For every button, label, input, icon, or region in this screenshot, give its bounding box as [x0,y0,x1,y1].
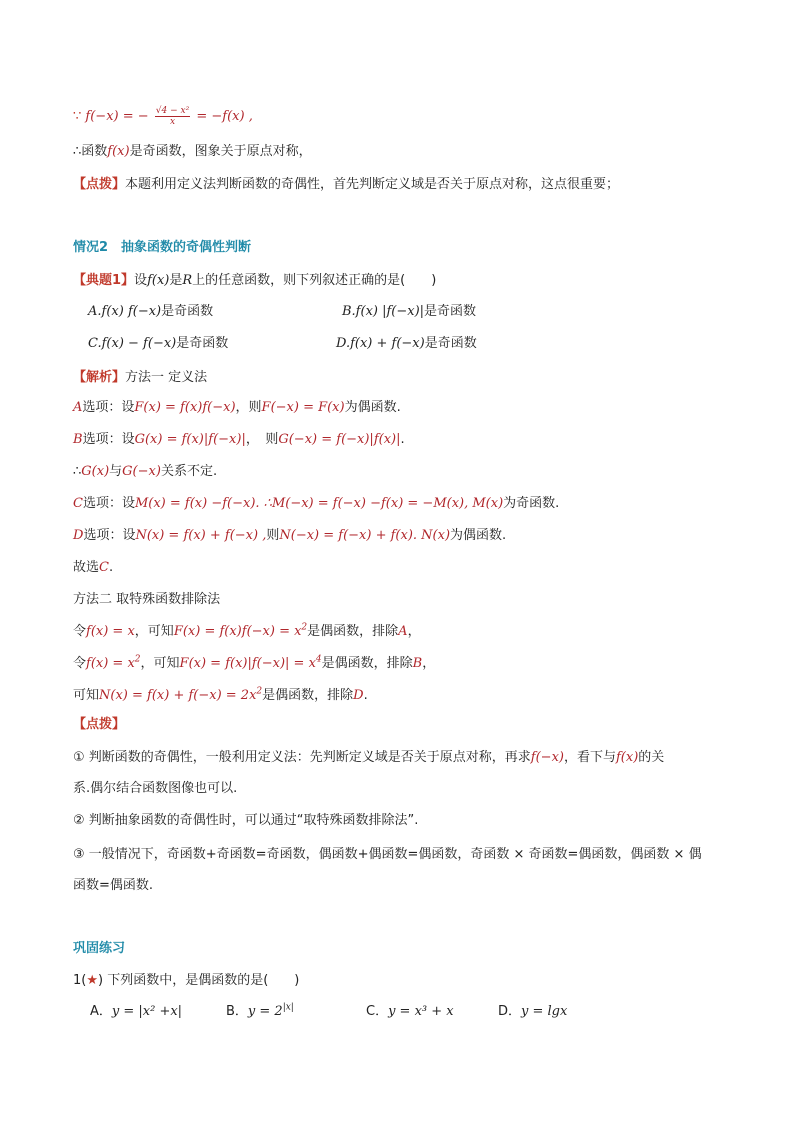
tip-point-3: ③ 一般情况下，奇函数+奇函数=奇函数，偶函数+偶函数=偶函数，奇函数 × 奇函数=偶函数，偶函数 × 偶 [73,847,702,862]
m2l1-m3: A [398,624,408,639]
solution-a [73,398,401,418]
tip1-text-c: 的关 [638,750,665,765]
option-c-math: C.f(x) − f(−x) [88,336,177,351]
m2l1-t1: 令 [73,624,87,639]
sol-b2-t0: ∴ [73,464,82,479]
option-c [88,334,228,354]
option-b-text: 是奇函数 [424,304,477,319]
sol-d-t1: 选项：设 [83,528,136,543]
q1-b-sup: |x| [282,1002,294,1013]
sol-d-m3: N(x) [421,528,451,543]
sol-a-m1: F(x) = f(x)f(−x) [134,400,236,415]
m2l1-t3: 是偶函数，排除 [307,624,399,639]
example-text-1: 设 [134,273,148,288]
q1-option-d [498,1002,567,1022]
option-d-text: 是奇函数 [424,336,477,351]
tip-point-3-cont: 函数=偶函数. [73,878,154,893]
q1-option-b [226,1002,294,1022]
m2l3-t1: 可知 [73,688,100,703]
sol-c-m1: M(x) = f(x) −f(−x). ∴M(−x) = f(−x) −f(x) = −M(x), [134,496,469,511]
q1-option-a [90,1002,182,1022]
solution-d [73,526,506,546]
sol-a-m2: F(−x) = F(x) [261,400,345,415]
solution-b-conclusion [73,462,217,482]
choose-answer: C [99,560,109,575]
sol-a-t1: 选项：设 [82,400,135,415]
option-a-text: 是奇函数 [161,304,214,319]
example-question [73,271,436,291]
m2l3-t3: . [363,688,368,703]
tip-point-2: ② 判断抽象函数的奇偶性时，可以通过“取特殊函数排除法”. [73,813,419,828]
sol-b2-t1: 与 [109,464,123,479]
q1-b-label: B． [226,1004,248,1019]
conclusion-text: 是奇函数，图象关于原点对称， [129,144,312,159]
m2l1-sup: 2 [301,622,308,633]
m2l1-m2: F(x) = f(x)f(−x) = x [173,624,302,639]
sol-b-opt: B [73,432,83,447]
choose-line [73,558,113,578]
m2l2-m3: B [412,656,423,671]
sol-c-m2: M(x) [472,496,504,511]
choose-dot: . [108,560,114,575]
m2l2-t4: ， [422,656,436,671]
q1-d-label: D． [498,1004,522,1019]
sol-d-t3: 为偶函数. [450,528,507,543]
m2l3-t2: 是偶函数，排除 [262,688,354,703]
analysis-label: 【解析】 [73,370,126,385]
method2-line-1 [73,622,421,642]
example-text-2: 是 [169,273,183,288]
option-a [88,302,213,322]
m2l1-t4: ， [407,624,421,639]
option-b [342,302,476,322]
question-1 [73,971,299,991]
example-r: R [182,273,193,288]
m2l3-sup: 2 [256,686,263,697]
star-icon: ★ [86,973,98,988]
formula-line-1 [73,106,253,127]
sol-b2-m1: G(x) [81,464,110,479]
tip-text: 本题利用定义法判断函数的奇偶性，首先判断定义域是否关于原点对称，这点很重要； [125,177,620,192]
example-label: 【典题1】 [73,273,135,288]
q1-a-label: A． [90,1004,112,1019]
sol-b2-t2: 关系不定. [160,464,218,479]
m2l2-sup1: 2 [134,654,141,665]
choose-text: 故选 [73,560,100,575]
example-fx: f(x) [147,273,170,288]
sol-d-m2: N(−x) = f(−x) + f(x). [279,528,418,543]
option-d [336,334,477,354]
q1-c-label: C． [366,1004,389,1019]
tip-label-2: 【点拨】 [73,717,126,732]
tip1-text-a: ① 判断函数的奇偶性，一般利用定义法：先判断定义域是否关于原点对称，再求 [73,750,531,765]
solution-b [73,430,405,450]
section-heading: 情况2 抽象函数的奇偶性判断 [73,240,252,255]
sol-d-m1: N(x) = f(x) + f(−x) , [135,528,267,543]
tip-point-1 [73,748,664,768]
sol-d-t2: 则 [266,528,280,543]
tip-line-1 [73,175,619,195]
m2l2-sup2: 4 [315,654,322,665]
method2-line-2 [73,654,435,674]
q1-text: ) 下列函数中，是偶函数的是( ) [98,973,300,988]
m2l1-m1: f(x) = x [86,624,135,639]
sol-b-t1: 选项：设 [82,432,135,447]
option-d-math: D.f(x) + f(−x) [336,336,425,351]
m2l2-t1: 令 [73,656,87,671]
sol-b-m1: G(x) = f(x)|f(−x)| [134,432,246,447]
tip1-text-b: ，看下与 [563,750,616,765]
sol-b-t2: ， 则 [245,432,279,447]
analysis-text: 方法一 定义法 [125,370,208,385]
m2l2-t2: ，可知 [140,656,180,671]
q1-c-math: y = x³ + x [388,1004,454,1019]
method2-heading: 方法二 取特殊函数排除法 [73,592,221,607]
q1-d-math: y = lgx [521,1004,568,1019]
fraction-numerator: √4 − x² [155,106,190,116]
analysis-heading [73,368,207,388]
m2l2-m2: F(x) = f(x)|f(−x)| = x [179,656,316,671]
tip1-math-2: f(x) [616,750,639,765]
sol-d-opt: D [73,528,84,543]
sol-c-opt: C [73,496,83,511]
sol-c-t2: 为奇函数. [503,496,560,511]
m2l3-m2: D [353,688,364,703]
sol-a-t2: ，则 [235,400,262,415]
sol-b-t3: . [400,432,405,447]
q1-b-math: y = 2 [247,1004,283,1019]
because-symbol: ∵ [73,109,82,124]
sol-a-opt: A [73,400,83,415]
sol-c-t1: 选项：设 [82,496,135,511]
tip-point-1-cont: 系.偶尔结合函数图像也可以. [73,781,238,796]
fraction [155,106,190,127]
method2-line-3 [73,686,368,706]
example-text-3: 上的任意函数，则下列叙述正确的是( ) [192,273,437,288]
formula-rhs: = −f(x) , [196,109,253,124]
m2l2-m1: f(x) = x [86,656,135,671]
m2l1-t2: ，可知 [134,624,174,639]
formula-lhs: f(−x) = − [85,109,149,124]
fraction-denominator: x [169,117,176,127]
conclusion-line [73,142,312,162]
q1-number: 1( [73,973,87,988]
sol-b-m2: G(−x) = f(−x)|f(x)| [278,432,401,447]
q1-option-c [366,1002,454,1022]
fx-math: f(x) [107,144,130,159]
tip-label: 【点拨】 [73,177,126,192]
tip1-math-1: f(−x) [530,750,564,765]
sol-b2-m2: G(−x) [122,464,161,479]
practice-heading: 巩固练习 [73,941,126,956]
option-c-text: 是奇函数 [176,336,229,351]
option-b-math: B.f(x) |f(−x)| [342,304,425,319]
option-a-math: A.f(x) f(−x) [88,304,162,319]
m2l2-t3: 是偶函数，排除 [321,656,413,671]
q1-a-math: y = |x² +x| [111,1004,183,1019]
sol-a-t3: 为偶函数. [344,400,401,415]
m2l3-m1: N(x) = f(x) + f(−x) = 2x [99,688,257,703]
therefore-text: ∴函数 [73,144,108,159]
solution-c [73,494,559,514]
